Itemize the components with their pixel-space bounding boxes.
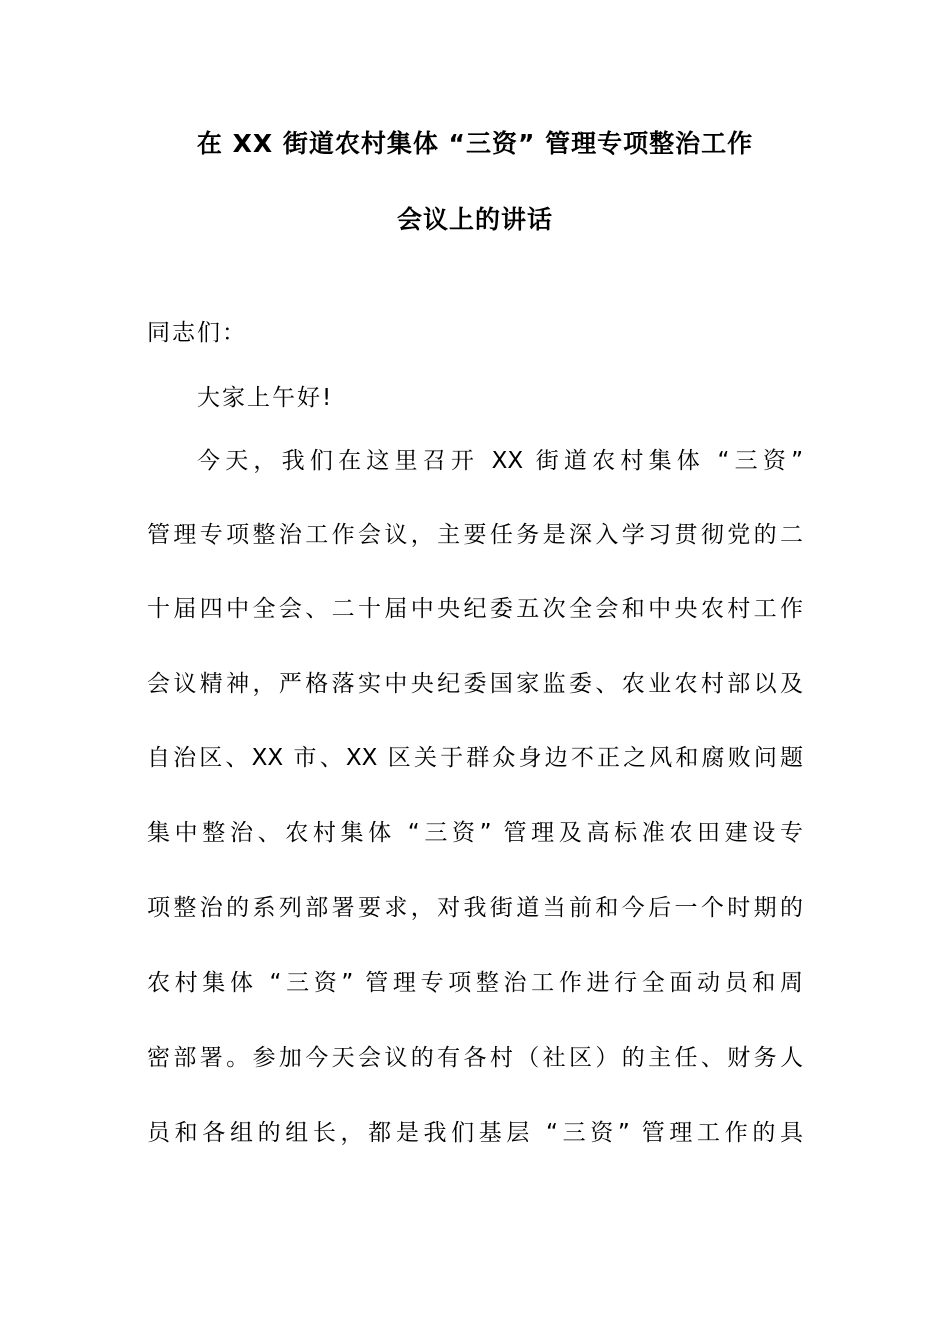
- salutation: 同志们：: [147, 320, 247, 346]
- body-line: 管理专项整治工作会议，主要任务是深入学习贯彻党的二: [147, 522, 803, 548]
- greeting: 大家上午好!: [197, 385, 334, 411]
- body-line: 集中整治、农村集体 “三资” 管理及高标准农田建设专: [147, 820, 803, 846]
- title-line-1: 在 XX 街道农村集体 “三资” 管理专项整治工作: [196, 129, 754, 158]
- body-line: 今天，我们在这里召开 XX 街道农村集体 “三资”: [197, 448, 803, 474]
- body-line: 项整治的系列部署要求，对我街道当前和今后一个时期的: [147, 895, 803, 921]
- body-line: 密部署。参加今天会议的有各村（社区）的主任、财务人: [147, 1045, 803, 1071]
- body-line: 员和各组的组长，都是我们基层 “三资” 管理工作的具: [147, 1120, 803, 1146]
- body-line: 会议精神，严格落实中央纪委国家监委、农业农村部以及: [147, 671, 803, 697]
- body-line: 十届四中全会、二十届中央纪委五次全会和中央农村工作: [147, 596, 803, 622]
- body-line: 农村集体 “三资” 管理专项整治工作进行全面动员和周: [147, 970, 803, 996]
- title-line-2: 会议上的讲话: [396, 205, 553, 234]
- body-line: 自治区、XX 市、XX 区关于群众身边不正之风和腐败问题: [147, 745, 803, 771]
